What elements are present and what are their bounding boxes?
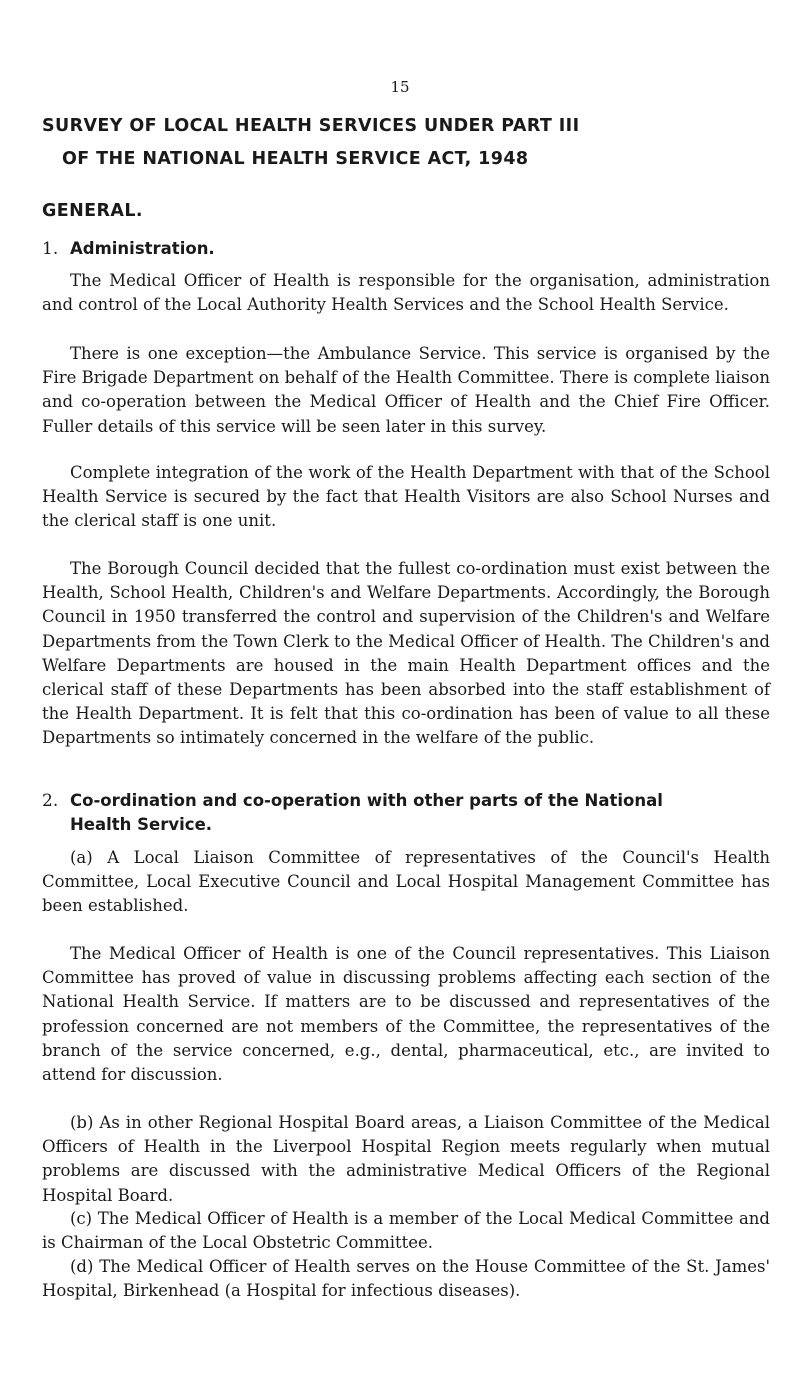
section-2-paragraph-d: (d) The Medical Officer of Health serves on the House Committee of the St. James' Hospital, Birkenhead (a Hospital for infectious diseases). bbox=[42, 1257, 770, 1301]
section-2-title-line-1: Co-ordination and co-operation with other parts of the National bbox=[70, 791, 663, 810]
section-2-paragraph-a-continued: The Medical Officer of Health is one of the Council representatives. This Liaison Committee has proved of value in discussing problems affecting each section of the National Health Service. If matters are to be discussed and representatives of the profession concerned are not members of the Committee, the representatives of the branch of the service concerned, e.g., dental, pharmaceutical, etc., are invited to attend for discussion. bbox=[42, 944, 770, 1085]
document-title-line-1: SURVEY OF LOCAL HEALTH SERVICES UNDER PART III bbox=[42, 116, 580, 136]
section-2-paragraph-a: (a) A Local Liaison Committee of representatives of the Council's Health Committee, Local Executive Council and Local Hospital Management Committee has been established. bbox=[42, 848, 770, 916]
section-1-number: 1. bbox=[42, 239, 59, 259]
section-2-title-line-2: Health Service. bbox=[70, 815, 213, 834]
section-2-paragraph-c: (c) The Medical Officer of Health is a member of the Local Medical Committee and is Chairman of the Local Obstetric Committee. bbox=[42, 1209, 770, 1253]
general-heading: GENERAL. bbox=[42, 201, 143, 221]
section-1-paragraph-1: The Medical Officer of Health is responsible for the organisation, administration and control of the Local Authority Health Services and the School Health Service. bbox=[42, 271, 770, 315]
section-2-heading bbox=[42, 789, 772, 837]
document-title-line-2: OF THE NATIONAL HEALTH SERVICE ACT, 1948 bbox=[62, 149, 529, 169]
section-1-paragraph-3: Complete integration of the work of the Health Department with that of the School Health Service is secured by the fact that Health Visitors are also School Nurses and the clerical staff is one unit. bbox=[42, 463, 770, 531]
section-2-number: 2. bbox=[42, 791, 59, 811]
section-1-title: Administration. bbox=[70, 239, 215, 258]
section-1-paragraph-2: There is one exception—the Ambulance Service. This service is organised by the Fire Brigade Department on behalf of the Health Committee. There is complete liaison and co-operation between the Medical Officer of Health and the Chief Fire Officer. Fuller details of this service will be seen later in this survey. bbox=[42, 344, 770, 436]
page-number: 15 bbox=[390, 78, 410, 96]
section-1-heading bbox=[42, 237, 772, 261]
section-2-paragraph-b: (b) As in other Regional Hospital Board areas, a Liaison Committee of the Medical Officers of Health in the Liverpool Hospital Region meets regularly when mutual problems are discussed with the administrative Medical Officers of the Regional Hospital Board. bbox=[42, 1113, 770, 1205]
section-1-paragraph-4: The Borough Council decided that the fullest co-ordination must exist between the Health, School Health, Children's and Welfare Departments. Accordingly, the Borough Council in 1950 transferred the control and supervision of the Children's and Welfare Departments from the Town Clerk to the Medical Officer of Health. The Children's and Welfare Departments are housed in the main Health Department offices and the clerical staff of these Departments has been absorbed into the staff establishment of the Health Department. It is felt that this co-ordination has been of value to all these Departments so intimately concerned in the welfare of the public. bbox=[42, 559, 770, 748]
